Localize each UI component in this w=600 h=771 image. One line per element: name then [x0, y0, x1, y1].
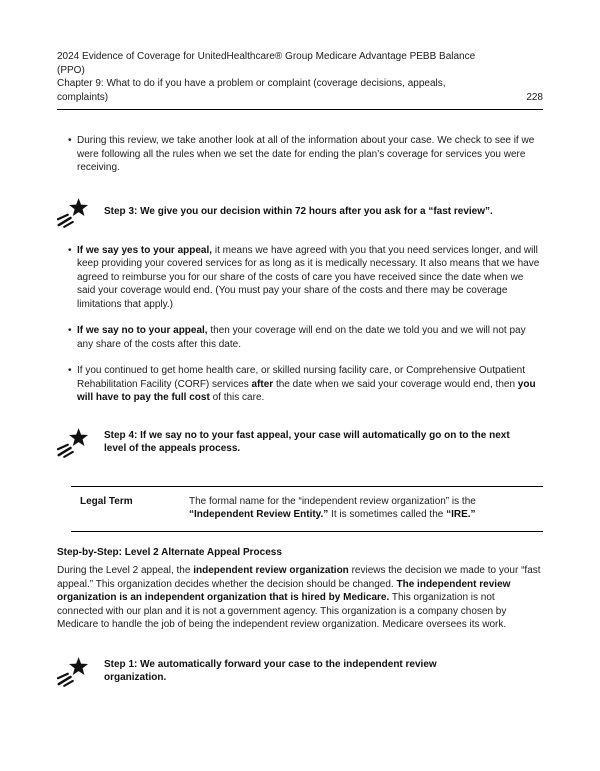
- shooting-star-icon: [57, 656, 93, 687]
- legal-term-text: The formal name for the “independent review organization” is the “Independent Review Entity.” It is sometimes called the “IRE.”: [189, 495, 476, 520]
- step-3-callout: [57, 197, 543, 228]
- bullet-marker: •: [68, 244, 72, 256]
- step-4-text: Step 4: If we say no to your fast appeal, your case will automatically go on to the next level of the appeals process.: [104, 429, 510, 454]
- bullet-text: If we say no to your appeal, then your coverage will end on the date we told you and we will not pay any share of the costs after this date.: [77, 325, 526, 350]
- header-title: 2024 Evidence of Coverage for UnitedHealthcare® Group Medicare Advantage PEBB Balance (PPO): [57, 51, 476, 76]
- bullet-text: If we say yes to your appeal, it means we have agreed with you that you need services longer, and will keep providing your covered services for as long as it is medically necessary. It also means that we have agreed to reimburse you for our share of the costs of care you have received since the date when we said your coverage would end. (You must pay your share of the costs and there may be coverage limitations that apply.): [77, 244, 540, 310]
- bullet-marker: •: [68, 135, 72, 146]
- header-chapter: Chapter 9: What to do if you have a problem or complaint (coverage decisions, appeals, complaints): [57, 78, 446, 103]
- bullet-marker: •: [68, 365, 72, 376]
- level2-paragraph: During the Level 2 appeal, the independent review organization reviews the decision we made to your “fast appeal.” This organization decides whether the decision should be changed. The independent review organization is an independent organization that is hired by Medicare. This organization is not connected with our plan and it is not a government agency. This organization is a company chosen by Medicare to handle the job of being the independent review organization. Medicare oversees its work.: [57, 565, 541, 630]
- shooting-star-icon: [57, 427, 93, 458]
- step-4-callout: [57, 427, 543, 458]
- header-divider: [57, 109, 543, 110]
- section-heading: Step-by-Step: Level 2 Alternate Appeal Process: [57, 546, 282, 558]
- bullet-item: [57, 134, 543, 175]
- legal-term-label: Legal Term: [80, 495, 133, 507]
- bullet-item: [57, 364, 543, 405]
- bullet-text: During this review, we take another look at all of the information about your case. We check to see if we were following all the rules when we set the date for ending the plan’s coverage for services you were receiving.: [77, 135, 535, 173]
- page-number: 228: [526, 91, 543, 103]
- legal-term-box: [71, 486, 543, 532]
- document-header: [57, 50, 543, 104]
- bullet-text: If you continued to get home health care, or skilled nursing facility care, or Comprehensive Outpatient Rehabilitation Facility (CORF) services after the date when we said your coverage would end, then you will have to pay the full cost of this care.: [77, 365, 536, 403]
- bullet-item: [57, 324, 543, 351]
- bullet-item: [57, 244, 543, 312]
- header-text: [57, 50, 491, 104]
- shooting-star-icon: [57, 197, 93, 228]
- bullet-marker: •: [68, 325, 72, 336]
- step-1-text: Step 1: We automatically forward your case to the independent review organization.: [104, 658, 437, 683]
- step-3-text: Step 3: We give you our decision within 72 hours after you ask for a “fast review”.: [104, 206, 493, 218]
- step-1-callout: [57, 656, 543, 687]
